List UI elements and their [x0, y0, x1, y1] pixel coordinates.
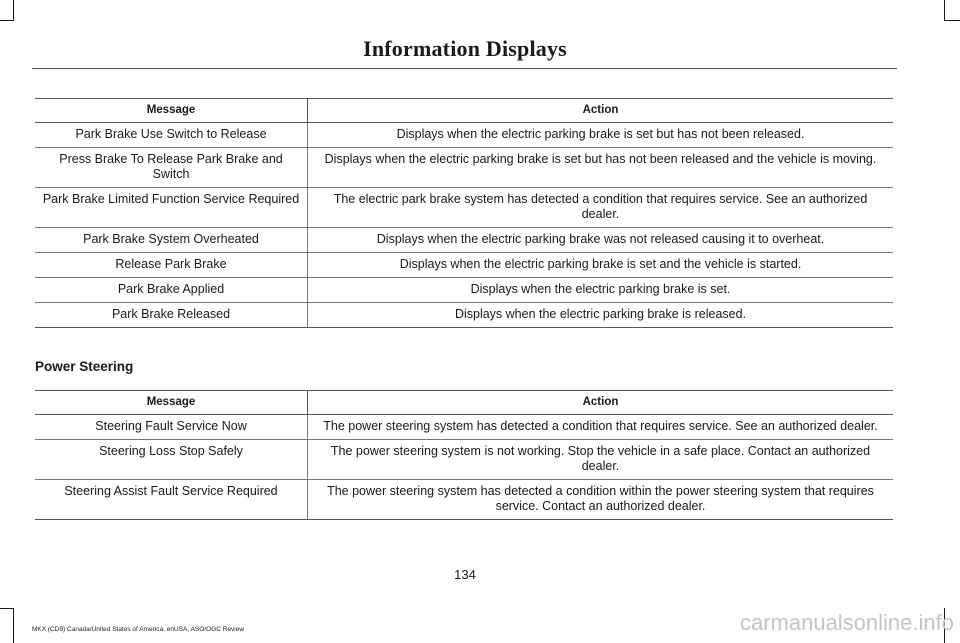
table-row: [35, 228, 893, 253]
message-cell: Release Park Brake: [35, 253, 308, 278]
power-steering-message-table: [35, 390, 893, 520]
message-cell: Steering Assist Fault Service Required: [35, 480, 308, 520]
table-row: [35, 303, 893, 328]
table-row: [35, 123, 893, 148]
footer-text: MKX (CD9) Canada/United States of America, enUSA, ASO/OGC Review: [32, 626, 245, 633]
message-cell: Park Brake Use Switch to Release: [35, 123, 308, 148]
message-cell: Steering Fault Service Now: [35, 415, 308, 440]
table-row: [35, 415, 893, 440]
crop-mark-top-right-v: [944, 0, 945, 20]
message-cell: Press Brake To Release Park Brake and Switch: [35, 148, 308, 188]
table-header-row: [35, 99, 893, 123]
crop-mark-top-left-h: [0, 20, 14, 21]
action-cell: The power steering system has detected a condition within the power steering system that requires service. Contact an authorized dealer.: [308, 480, 894, 520]
table-row: [35, 148, 893, 188]
crop-mark-top-left-v: [13, 0, 14, 20]
message-cell: Steering Loss Stop Safely: [35, 440, 308, 480]
table-row: [35, 480, 893, 520]
park-brake-message-table: [35, 98, 893, 328]
table-row: [35, 440, 893, 480]
watermark: carmanualsonline.info: [739, 610, 954, 635]
action-cell: The power steering system has detected a condition that requires service. See an authorized dealer.: [308, 415, 894, 440]
column-header-message: Message: [35, 391, 308, 415]
table-row: [35, 188, 893, 228]
column-header-message: Message: [35, 99, 308, 123]
column-header-action: Action: [308, 99, 894, 123]
page-number: 134: [454, 567, 476, 582]
action-cell: Displays when the electric parking brake is set but has not been released.: [308, 123, 894, 148]
table-row: [35, 253, 893, 278]
action-cell: Displays when the electric parking brake is set.: [308, 278, 894, 303]
message-cell: Park Brake System Overheated: [35, 228, 308, 253]
action-cell: Displays when the electric parking brake is set and the vehicle is started.: [308, 253, 894, 278]
title-divider: [32, 68, 897, 69]
table-row: [35, 278, 893, 303]
action-cell: The power steering system is not working. Stop the vehicle in a safe place. Contact an authorized dealer.: [308, 440, 894, 480]
action-cell: The electric park brake system has detected a condition that requires service. See an authorized dealer.: [308, 188, 894, 228]
action-cell: Displays when the electric parking brake is released.: [308, 303, 894, 328]
message-cell: Park Brake Released: [35, 303, 308, 328]
crop-mark-top-right-h: [944, 20, 960, 21]
message-cell: Park Brake Applied: [35, 278, 308, 303]
crop-mark-bottom-left-h: [0, 608, 14, 609]
section-heading-power-steering: Power Steering: [35, 359, 134, 374]
column-header-action: Action: [308, 391, 894, 415]
action-cell: Displays when the electric parking brake was not released causing it to overheat.: [308, 228, 894, 253]
crop-mark-bottom-left-v: [13, 608, 14, 643]
page-title: Information Displays: [363, 36, 567, 61]
action-cell: Displays when the electric parking brake is set but has not been released and the vehicle is moving.: [308, 148, 894, 188]
message-cell: Park Brake Limited Function Service Required: [35, 188, 308, 228]
table-header-row: [35, 391, 893, 415]
